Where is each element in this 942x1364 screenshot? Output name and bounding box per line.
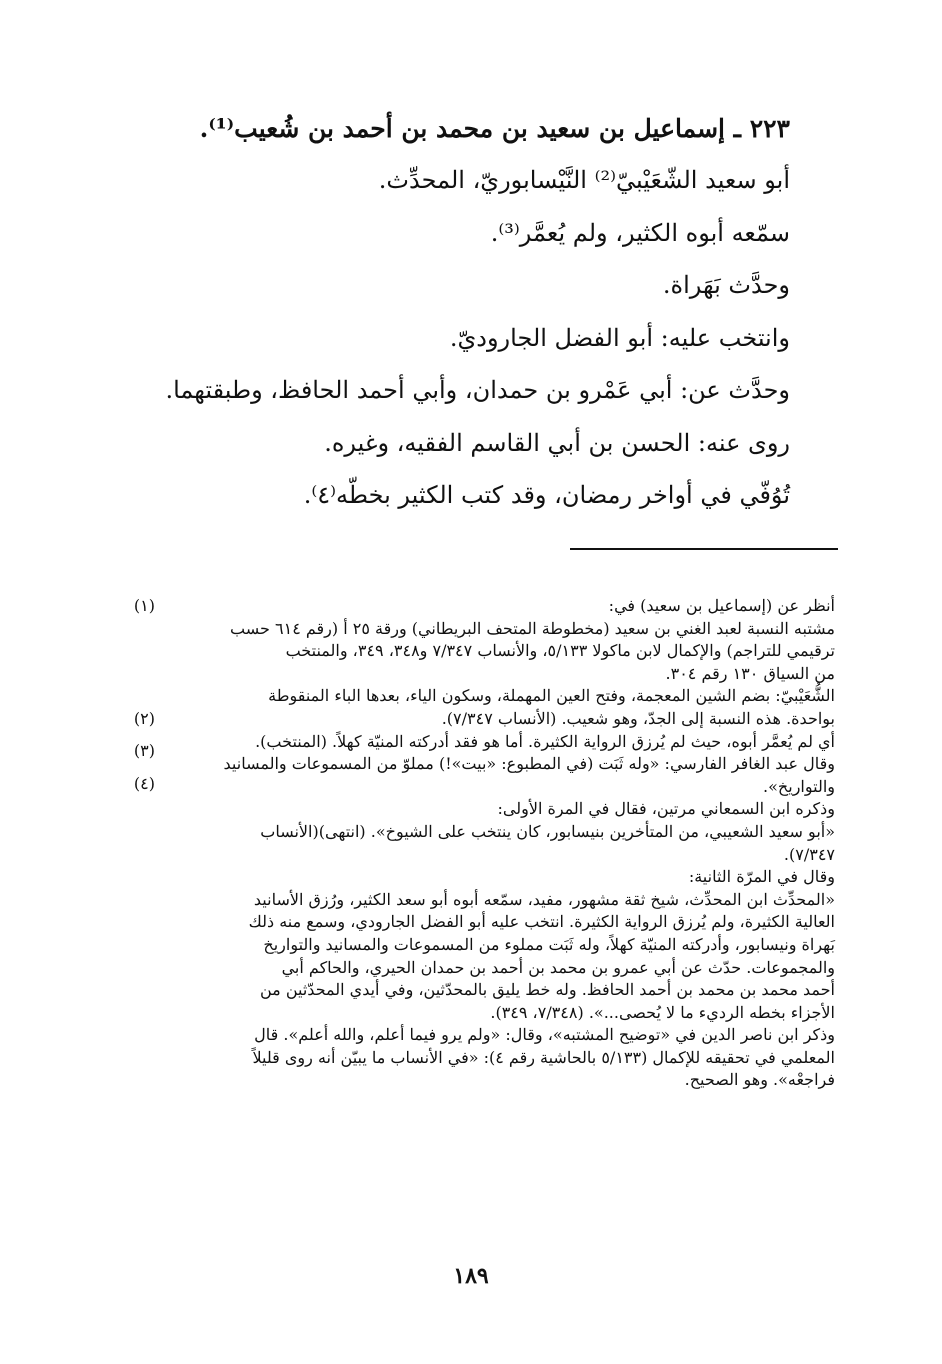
footnote-line: أنظر عن (إسماعيل بن سعيد) في: bbox=[608, 596, 835, 615]
entry-line-selection: وانتخب عليه: أبو الفضل الجاروديّ. bbox=[449, 323, 790, 352]
biography-entry bbox=[90, 104, 790, 522]
entry-line-father: سمّعه أبوه الكثير، ولم يُعمَّر⁽³⁾. bbox=[490, 218, 790, 247]
footnote-number-1: (١) bbox=[133, 596, 155, 615]
footnote-line: «المحدِّث ابن المحدِّث، شيخ ثقة مشهور، مفيد، سمّعه أبوه أبو سعد الكثير، ورُزق الأسانيد bbox=[253, 889, 835, 909]
footnote-line: فراجعْه». وهو الصحيح. bbox=[684, 1070, 835, 1090]
footnote-separator bbox=[570, 548, 838, 550]
footnote-line: بواحدة. هذه النسبة إلى الجدّ، وهو شعيب. (الأنساب ٧/٣٤٧). bbox=[441, 708, 835, 728]
footnote-line: والمجموعات. حدّث عن أبي عمرو بن محمد بن أحمد بن حمدان الحيري، والحاكم أبي bbox=[281, 957, 835, 977]
footnote-line: العالية الكثيرة، ولم يُرزق الرواية الكثيرة. انتخب عليه أبو الفضل الجارودي، وسمع منه ذلك bbox=[248, 912, 835, 932]
entry-line-death: تُوُفّي في أواخر رمضان، وقد كتب الكثير بخطّه⁽٤⁾. bbox=[303, 481, 790, 509]
entry-line-kunya: أبو سعيد الشّعَيْبيّ⁽²⁾ النَّيْسابوريّ، المحدِّث. bbox=[378, 166, 790, 194]
footnote-number-3: (٣) bbox=[133, 741, 155, 760]
footnote-line: من السياق ١٣٠ رقم ٣٠٤. bbox=[665, 663, 835, 683]
footnote-line: «أبو سعيد الشعيبي، من المتأخرين بنيسابور، كان ينتخب على الشيوخ». (انتهى)(الأنساب bbox=[260, 821, 835, 841]
footnotes bbox=[117, 595, 835, 1092]
footnote-line: وذكر ابن ناصر الدين في «توضيح المشتبه»، وقال: «ولم يرو فيما أعلم، والله أعلم». قال bbox=[254, 1025, 835, 1045]
footnote-line: الأجزاء بخطه الرديء ما لا يُحصى...». (٧/٣٤٨، ٣٤٩). bbox=[490, 1002, 835, 1022]
page-number: ١٨٩ bbox=[453, 1263, 489, 1289]
footnote-line: بَهراة ونيسابور، وأدركته المنيّة كهلاً، وله ثَبَت مملوء من المسموعات والمسانيد والتواريخ bbox=[263, 934, 835, 954]
footnote-line: أي لم يُعمَّر أبوه، حيث لم يُرزق الرواية الكثيرة. أما هو فقد أدركته المنيّة كهلاً. (المنتخب). bbox=[255, 731, 835, 751]
footnote-line: أحمد محمد بن محمد بن أحمد الحافظ. وله خط يليق بالمحدّثين، وفي أيدي المحدّثين من bbox=[260, 980, 835, 1000]
footnote-line: مشتبه النسبة لعبد الغني بن سعيد (مخطوطة المتحف البريطاني) ورقة ٢٥ أ (رقم ٦١٤ حسب bbox=[230, 618, 835, 638]
entry-heading: ٢٢٣ ـ إسماعيل بن سعيد بن محمد بن أحمد بن شُعيب⁽¹⁾. bbox=[199, 114, 790, 143]
entry-line-herat: وحدَّث بَهَراة. bbox=[662, 271, 790, 299]
footnote-line: الشُّعَيْبيّ: بضم الشين المعجمة، وفتح العين المهملة، وسكون الياء، بعدها الباء المنقوطة bbox=[268, 686, 835, 706]
footnote-line: والتواريخ». bbox=[763, 776, 835, 796]
footnote-line: ٧/٣٤٧). bbox=[783, 844, 835, 864]
footnote-line: ترقيمي للتراجم) والإكمال لابن ماكولا ٥/١٣٣، والأنساب ٧/٣٤٧ و٣٤٨، ٣٤٩، والمنتخب bbox=[285, 641, 835, 661]
entry-line-students: روى عنه: الحسن بن أبي القاسم الفقيه، وغيره. bbox=[324, 428, 790, 457]
entry-line-teachers: وحدَّث عن: أبي عَمْرو بن حمدان، وأبي أحمد الحافظ، وطبقتهما. bbox=[165, 376, 790, 404]
footnote-number-2: (٢) bbox=[133, 709, 155, 728]
footnote-line: وقال عبد الغافر الفارسي: «وله ثَبَت (في المطبوع: «بيت»!) مملوّ من المسموعات والمسانيد bbox=[223, 754, 835, 774]
footnote-line: المعلمي في تحقيقه للإكمال (٥/١٣٣ بالحاشية رقم ٤): «في الأنساب ما يبيّن أنه روى قليلاً bbox=[252, 1047, 835, 1067]
footnote-line: وذكره ابن السمعاني مرتين، فقال في المرة الأولى: bbox=[497, 799, 835, 819]
footnote-line: وقال في المرّة الثانية: bbox=[688, 867, 835, 887]
footnote-number-4: (٤) bbox=[133, 774, 155, 793]
